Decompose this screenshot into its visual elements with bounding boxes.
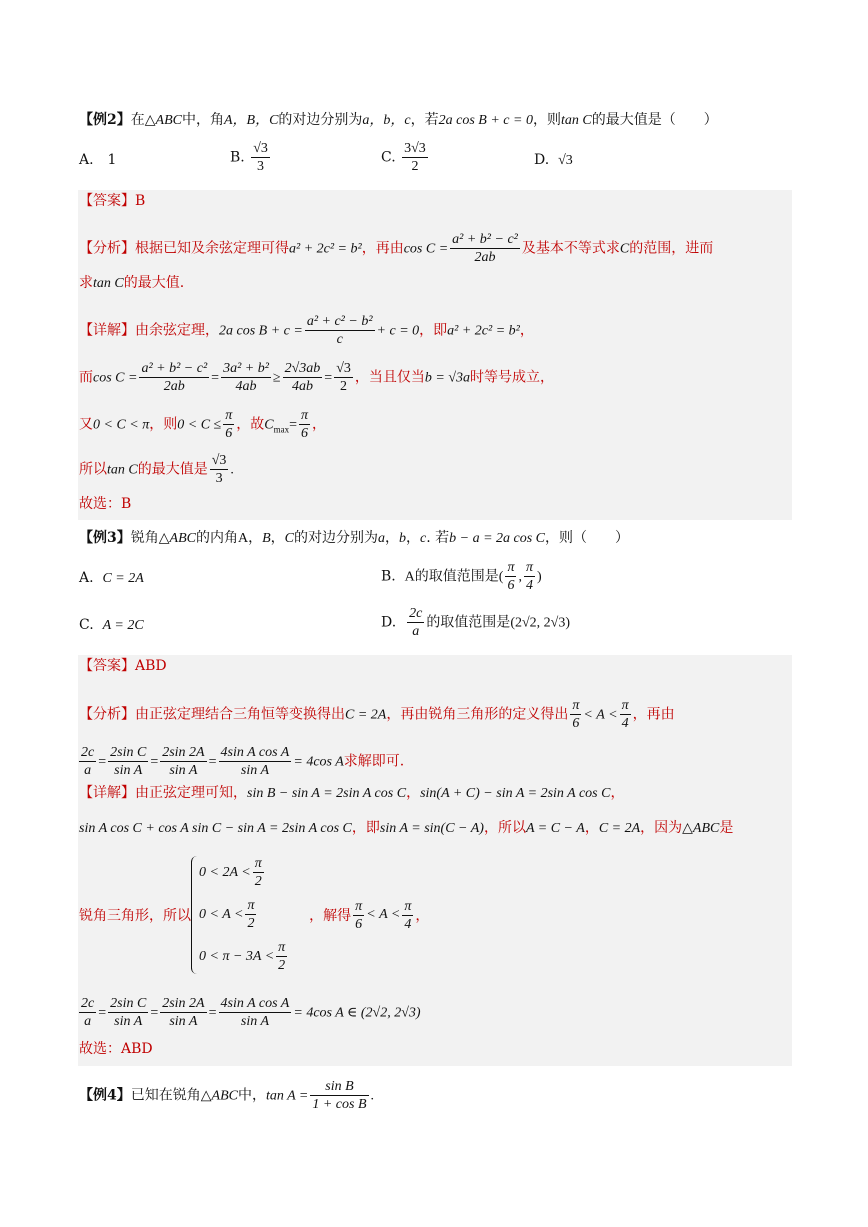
numerator: 4sin A cos A bbox=[220, 745, 290, 760]
text: ， bbox=[415, 908, 430, 924]
text: 的对边分别为 bbox=[278, 112, 363, 128]
math: a² + 2c² = b² bbox=[447, 323, 520, 339]
text: 由正弦定理可知， bbox=[135, 785, 247, 801]
text: ，再由锐角三角形的定义得出 bbox=[386, 706, 569, 723]
numerator: π bbox=[355, 898, 363, 914]
math: tan C bbox=[560, 113, 592, 128]
fraction bbox=[407, 605, 424, 640]
fraction bbox=[108, 995, 148, 1030]
numerator: π bbox=[254, 856, 262, 872]
example2-option-a: A. 1 bbox=[79, 152, 117, 168]
text: ， bbox=[406, 530, 420, 546]
numerator: a² + b² − c² bbox=[452, 232, 518, 247]
example3-detail-line4 bbox=[79, 995, 790, 1030]
text: 的最大值是（ ） bbox=[591, 112, 718, 128]
denominator: 6 bbox=[572, 716, 580, 731]
math: 0 < C < π bbox=[93, 417, 150, 433]
fraction bbox=[223, 407, 234, 442]
numerator: √3 bbox=[211, 453, 227, 468]
text: 中， bbox=[237, 1087, 266, 1104]
math: tan C bbox=[107, 462, 138, 478]
math: sin A cos C + cos A sin C − sin A = 2sin A cos C bbox=[79, 821, 352, 836]
text: ，所以 bbox=[483, 820, 526, 836]
math: b − a = 2a cos C bbox=[449, 531, 546, 546]
math: < A < bbox=[583, 707, 618, 723]
denominator: sin A bbox=[114, 1014, 143, 1029]
option-letter: C. bbox=[381, 149, 396, 166]
numerator: π bbox=[507, 560, 515, 575]
denominator: 4 bbox=[621, 716, 629, 731]
numerator: 3√3 bbox=[404, 141, 426, 156]
inequality-system bbox=[191, 852, 289, 978]
text: ， bbox=[270, 530, 285, 546]
numerator: 2sin 2A bbox=[162, 996, 205, 1011]
text: ， bbox=[312, 416, 326, 433]
denominator: 3 bbox=[215, 471, 223, 486]
numerator: π bbox=[278, 940, 286, 956]
fraction bbox=[251, 140, 270, 175]
example3-detail-line1 bbox=[79, 783, 790, 804]
math: C bbox=[264, 417, 274, 433]
denominator: 4ab bbox=[235, 379, 257, 394]
example2-detail-line1 bbox=[79, 313, 790, 348]
example3-stem bbox=[79, 528, 790, 549]
math: △ABC bbox=[158, 531, 196, 546]
numerator: π bbox=[404, 898, 412, 914]
math: + c = 0 bbox=[376, 323, 420, 339]
math: A bbox=[404, 569, 415, 585]
denominator: 6 bbox=[355, 916, 363, 932]
text: ， bbox=[584, 820, 599, 836]
text: 的对边分别为 bbox=[294, 530, 378, 546]
text: ，即 bbox=[419, 322, 448, 339]
math: ) bbox=[536, 569, 542, 585]
text: 锐角 bbox=[130, 530, 159, 546]
fraction bbox=[219, 744, 292, 779]
text: . 若 bbox=[426, 530, 450, 546]
text: ，当且仅当 bbox=[354, 369, 425, 386]
fraction bbox=[334, 360, 353, 395]
math: C = 2A bbox=[598, 821, 641, 836]
denominator: 2 bbox=[247, 916, 255, 932]
math: tan A = bbox=[265, 1088, 309, 1104]
fraction bbox=[160, 995, 206, 1030]
text: 的内角 bbox=[195, 530, 238, 546]
numerator: 2c bbox=[81, 996, 95, 1011]
text: 由正弦定理结合三角恒等变换得出 bbox=[135, 706, 345, 723]
math: c bbox=[420, 531, 427, 546]
numerator: a² + c² − b² bbox=[306, 314, 373, 329]
numerator: π bbox=[621, 698, 629, 713]
example4-label: 【例4】 bbox=[79, 1087, 131, 1104]
denominator: 2 bbox=[254, 874, 262, 890]
math: sin A = sin(C − A) bbox=[379, 821, 484, 836]
math: ≥ bbox=[272, 370, 281, 386]
system-row bbox=[191, 936, 289, 978]
fraction bbox=[245, 897, 256, 932]
math: sin B − sin A = 2sin A cos C bbox=[247, 786, 407, 801]
fraction bbox=[310, 1078, 368, 1113]
math: = bbox=[150, 754, 159, 770]
denominator: 2ab bbox=[474, 250, 496, 265]
text: 是 bbox=[719, 820, 734, 836]
fraction bbox=[160, 744, 206, 779]
math: = bbox=[324, 370, 333, 386]
denominator: c bbox=[336, 332, 343, 347]
example4-stem bbox=[79, 1078, 790, 1113]
math: b bbox=[399, 531, 406, 546]
fraction bbox=[402, 898, 413, 933]
denominator: a bbox=[84, 1014, 92, 1029]
fraction bbox=[299, 407, 310, 442]
text: ，即 bbox=[351, 820, 380, 836]
denominator: sin A bbox=[169, 1014, 198, 1029]
example2-choose: 故选：B bbox=[79, 496, 132, 512]
math: cos C = bbox=[403, 241, 449, 257]
math: = bbox=[208, 1005, 217, 1021]
numerator: sin B bbox=[310, 1078, 368, 1096]
option-letter: B. bbox=[230, 149, 245, 166]
text: 在 bbox=[130, 112, 145, 128]
denominator: 4ab bbox=[291, 379, 313, 394]
denominator: 1 + cos B bbox=[312, 1097, 367, 1112]
example3-analysis bbox=[79, 697, 790, 732]
math: = bbox=[289, 417, 297, 433]
example3-option-d bbox=[381, 605, 570, 640]
numerator: 2sin 2A bbox=[162, 745, 205, 760]
fraction bbox=[219, 995, 292, 1030]
label: 【详解】 bbox=[79, 785, 135, 801]
math: 2a cos B + c = bbox=[219, 323, 303, 339]
math: △ABC bbox=[682, 821, 720, 836]
math: A = C − A bbox=[525, 821, 585, 836]
math: = bbox=[211, 370, 220, 386]
denominator: 2 bbox=[411, 159, 419, 174]
example3-option-a bbox=[79, 568, 144, 589]
text: ， bbox=[385, 530, 399, 546]
example3-option-b bbox=[381, 559, 542, 594]
numerator: 2c bbox=[81, 745, 95, 760]
denominator: sin A bbox=[240, 1014, 270, 1029]
example2-analysis bbox=[79, 231, 790, 266]
math: < A < bbox=[366, 907, 401, 922]
numerator: π bbox=[572, 698, 580, 713]
text: ， bbox=[248, 530, 263, 546]
label: 【分析】 bbox=[79, 706, 135, 723]
denominator: 2 bbox=[340, 379, 348, 394]
fraction bbox=[276, 939, 287, 974]
example3-option-c bbox=[79, 615, 144, 636]
text: 所以 bbox=[79, 461, 107, 478]
math: = bbox=[150, 1005, 159, 1021]
numerator: π bbox=[300, 408, 308, 423]
option-letter: A. bbox=[79, 570, 94, 586]
text: ， bbox=[519, 322, 534, 339]
text: ，若 bbox=[410, 112, 439, 128]
text: 的取值范围是 bbox=[426, 614, 511, 631]
option-letter: B. bbox=[381, 568, 396, 585]
left-brace bbox=[191, 856, 198, 974]
math: = bbox=[208, 754, 217, 770]
math: A，B，C bbox=[223, 113, 279, 128]
text: 根据已知及余弦定理可得 bbox=[135, 240, 289, 257]
example2-option-d bbox=[534, 150, 573, 171]
numerator: π bbox=[525, 560, 533, 575]
text: 求 bbox=[79, 275, 93, 291]
numerator: √3 bbox=[336, 361, 351, 376]
denominator: sin A bbox=[169, 763, 198, 778]
math: a，b，c bbox=[362, 113, 411, 128]
numerator: 4sin A cos A bbox=[220, 996, 290, 1011]
example2-stem bbox=[79, 110, 790, 131]
math: C bbox=[619, 241, 630, 257]
text: ，解得 bbox=[309, 908, 352, 924]
fraction bbox=[505, 559, 516, 594]
fraction bbox=[450, 231, 520, 266]
example3-detail-line2 bbox=[79, 818, 790, 839]
fraction bbox=[524, 559, 535, 594]
denominator: 6 bbox=[225, 426, 233, 441]
text: ， bbox=[610, 785, 625, 801]
fraction bbox=[79, 744, 96, 779]
denominator: 4 bbox=[525, 578, 533, 593]
math: C = 2A bbox=[102, 571, 144, 586]
numerator: 3a² + b² bbox=[223, 361, 269, 376]
option-letter: D. bbox=[381, 614, 397, 631]
option-letter: D. bbox=[534, 152, 550, 168]
math: √3 bbox=[558, 153, 573, 168]
text: 的取值范围是 bbox=[414, 568, 499, 585]
math: sin(A + C) − sin A = 2sin A cos C bbox=[420, 786, 611, 801]
math: 0 < 2A < bbox=[199, 865, 251, 880]
math: C = 2A bbox=[345, 707, 387, 723]
text: ，则（ ） bbox=[545, 530, 630, 546]
text: ，再由 bbox=[361, 240, 404, 257]
math: b = √3a bbox=[424, 370, 471, 386]
numerator: 2√3ab bbox=[284, 361, 321, 376]
label: 【分析】 bbox=[79, 240, 135, 257]
math: . bbox=[230, 462, 234, 478]
fraction bbox=[108, 744, 148, 779]
fraction bbox=[402, 140, 428, 175]
math: 2a cos B + c = 0 bbox=[438, 113, 533, 128]
numerator: 2sin C bbox=[110, 996, 147, 1011]
math: = 4cos A ∈ (2√2, 2√3) bbox=[293, 1005, 421, 1021]
text: 及基本不等式求 bbox=[521, 240, 620, 257]
system-row bbox=[191, 894, 289, 936]
example2-label: 【例2】 bbox=[79, 112, 131, 128]
math: = 4cos A bbox=[293, 754, 344, 770]
example2-option-c bbox=[381, 140, 430, 175]
math: . bbox=[370, 1088, 375, 1104]
text: 的最大值是 bbox=[137, 461, 208, 478]
fraction bbox=[139, 360, 209, 395]
math: = bbox=[98, 1005, 107, 1021]
denominator: 2ab bbox=[163, 379, 185, 394]
numerator: √3 bbox=[253, 141, 268, 156]
numerator: 2sin C bbox=[110, 745, 147, 760]
fraction bbox=[283, 360, 323, 395]
text: 由余弦定理， bbox=[135, 322, 219, 339]
text: 而 bbox=[79, 369, 93, 386]
example3-label: 【例3】 bbox=[79, 530, 131, 546]
text: ， bbox=[406, 785, 421, 801]
example3-answer: 【答案】ABD bbox=[79, 658, 167, 674]
math: , bbox=[518, 569, 522, 585]
denominator: 6 bbox=[507, 578, 515, 593]
math: a² + 2c² = b² bbox=[289, 241, 362, 257]
math: tan C bbox=[93, 276, 124, 291]
label: 【详解】 bbox=[79, 322, 135, 339]
numerator: π bbox=[247, 898, 255, 914]
example3-detail-line3 bbox=[79, 852, 790, 978]
denominator: 3 bbox=[257, 159, 265, 174]
math: A = 2C bbox=[102, 618, 144, 633]
text: ，因为 bbox=[640, 820, 683, 836]
numerator: π bbox=[225, 408, 233, 423]
example2-answer: 【答案】B bbox=[79, 193, 146, 209]
math: 0 < C ≤ bbox=[177, 417, 222, 433]
example2-detail-line4 bbox=[79, 452, 790, 487]
example2-detail-line3 bbox=[79, 407, 790, 442]
fraction bbox=[210, 452, 229, 487]
denominator: 4 bbox=[404, 916, 412, 932]
text: 求解即可. bbox=[343, 753, 405, 770]
math: ( bbox=[498, 569, 504, 585]
text: 又 bbox=[79, 416, 93, 433]
text: 时等号成立， bbox=[470, 369, 555, 386]
fraction bbox=[570, 697, 581, 732]
fraction bbox=[79, 995, 96, 1030]
text: 中，角 bbox=[181, 112, 224, 128]
denominator: 2 bbox=[278, 958, 286, 974]
denominator: a bbox=[412, 624, 420, 639]
denominator: a bbox=[84, 763, 92, 778]
fraction bbox=[221, 360, 271, 395]
denominator: 6 bbox=[300, 426, 308, 441]
math: (2√2, 2√3) bbox=[510, 615, 571, 631]
subscript: max bbox=[273, 424, 290, 435]
text: ，故 bbox=[236, 416, 265, 433]
example2-option-b bbox=[230, 140, 272, 175]
fraction bbox=[353, 898, 364, 933]
math: C bbox=[284, 531, 294, 546]
math: cos C = bbox=[93, 370, 138, 386]
fraction bbox=[253, 855, 264, 890]
math: △ABC bbox=[200, 1088, 238, 1104]
text: 锐角三角形，所以 bbox=[79, 908, 191, 924]
example3-choose: 故选：ABD bbox=[79, 1041, 153, 1057]
math: = bbox=[98, 754, 107, 770]
option-letter: C. bbox=[79, 617, 94, 633]
denominator: sin A bbox=[114, 763, 143, 778]
fraction bbox=[620, 697, 631, 732]
math: A bbox=[237, 531, 249, 546]
text: ，再由 bbox=[632, 706, 675, 723]
math: 0 < π − 3A < bbox=[199, 949, 275, 964]
example2-detail-line2 bbox=[79, 360, 790, 395]
text: ，则 bbox=[532, 112, 561, 128]
numerator: 2c bbox=[409, 606, 423, 621]
text: 已知在锐角 bbox=[130, 1087, 201, 1104]
fraction bbox=[305, 313, 375, 348]
math: △ABC bbox=[144, 113, 182, 128]
math: B bbox=[262, 531, 271, 546]
text: 的范围，进而 bbox=[629, 240, 714, 257]
numerator: a² + b² − c² bbox=[141, 361, 208, 376]
denominator: sin A bbox=[240, 763, 270, 778]
math: a bbox=[378, 531, 385, 546]
math: 0 < A < bbox=[199, 907, 244, 922]
example2-analysis-line2 bbox=[79, 273, 790, 294]
text: 的最大值. bbox=[123, 275, 185, 291]
example3-analysis-line2 bbox=[79, 744, 790, 779]
text: ，则 bbox=[149, 416, 178, 433]
system-row bbox=[191, 852, 289, 894]
